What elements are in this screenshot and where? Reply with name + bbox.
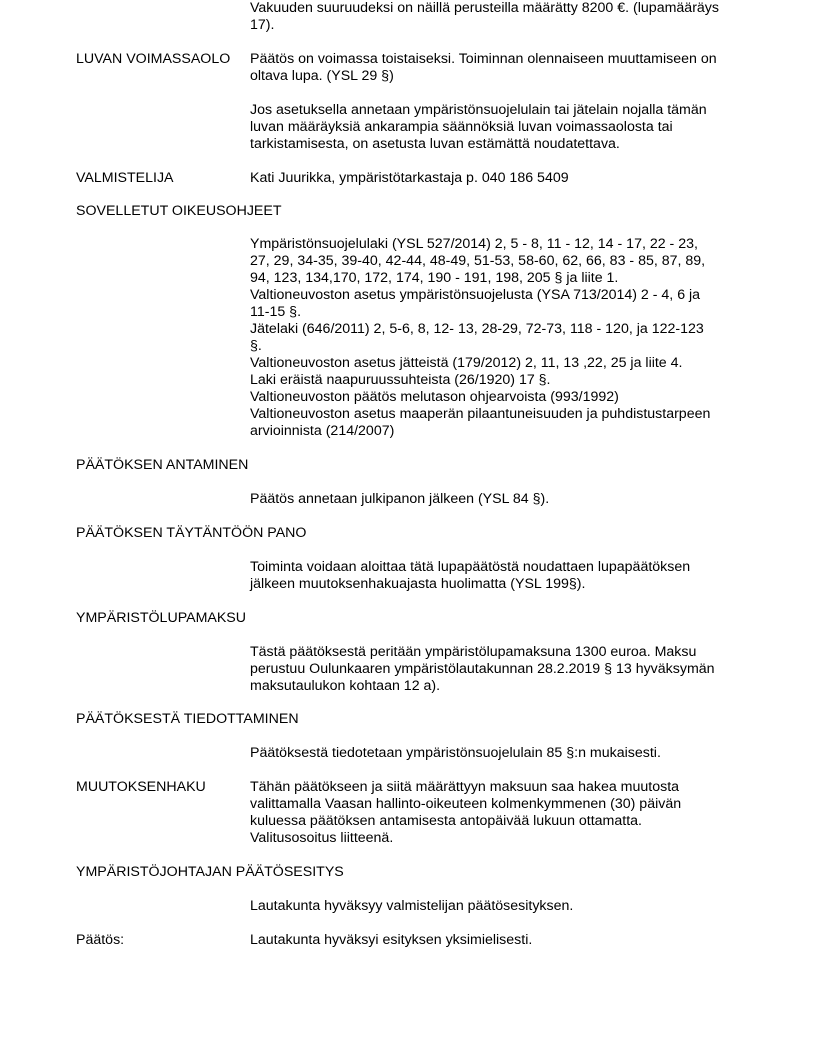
heading-muutoksenhaku: MUUTOKSENHAKU xyxy=(76,779,206,795)
text-line: valittamalla Vaasan hallinto-oikeuteen kolmenkymmenen (30) päivän xyxy=(250,796,682,812)
text-line: 11-15 §. xyxy=(250,304,302,320)
text-line: tarkistamisesta, on asetusta luvan estämättä noudatettava. xyxy=(250,136,620,152)
text-line: 17). xyxy=(250,17,275,33)
voimassaolo-paragraph-1 xyxy=(250,51,736,85)
heading-valmistelija: VALMISTELIJA xyxy=(76,170,174,186)
heading-paatos: Päätös: xyxy=(76,932,125,948)
oikeusohjeet-list xyxy=(250,236,736,440)
paatos-text: Lautakunta hyväksyi esityksen yksimielisesti. xyxy=(250,932,533,948)
text-line: Tähän päätökseen ja siitä määrättyyn maksuun saa hakea muutosta xyxy=(250,779,680,795)
lupamaksu-paragraph xyxy=(250,644,736,695)
heading-esitys: YMPÄRISTÖJOHTAJAN PÄÄTÖSESITYS xyxy=(76,864,344,880)
text-line: Tästä päätöksestä peritään ympäristölupamaksuna 1300 euroa. Maksu xyxy=(250,644,697,660)
text-line: Vakuuden suuruudeksi on näillä perusteilla määrätty 8200 €. (lupamääräys xyxy=(250,0,719,16)
text-line: oltava lupa. (YSL 29 §) xyxy=(250,68,394,84)
heading-tiedottaminen: PÄÄTÖKSESTÄ TIEDOTTAMINEN xyxy=(76,711,299,727)
text-line: Jos asetuksella annetaan ympäristönsuojelulain tai jätelain nojalla tämän xyxy=(250,102,707,118)
text-line: Laki eräistä naapuruussuhteista (26/1920) 17 §. xyxy=(250,372,551,388)
muutoksenhaku-paragraph xyxy=(250,779,736,847)
taytantoon-paragraph xyxy=(250,559,736,593)
text-line: Valtioneuvoston asetus maaperän pilaantuneisuuden ja puhdistustarpeen xyxy=(250,406,711,422)
text-line: §. xyxy=(250,338,262,354)
heading-antaminen: PÄÄTÖKSEN ANTAMINEN xyxy=(76,457,249,473)
text-line: 27, 29, 34-35, 39-40, 42-44, 48-49, 51-53, 58-60, 62, 66, 83 - 85, 87, 89, xyxy=(250,253,706,269)
text-line: maksutaulukon kohtaan 12 a). xyxy=(250,678,441,694)
text-line: arvioinnista (214/2007) xyxy=(250,423,395,439)
esitys-text: Lautakunta hyväksyy valmistelijan päätösesityksen. xyxy=(250,898,574,914)
text-line: Valtioneuvoston päätös melutason ohjearvoista (993/1992) xyxy=(250,389,619,405)
text-line: Valtioneuvoston asetus jätteistä (179/2012) 2, 11, 13 ,22, 25 ja liite 4. xyxy=(250,355,683,371)
text-line: Toiminta voidaan aloittaa tätä lupapäätöstä noudattaen lupapäätöksen xyxy=(250,559,691,575)
tiedottaminen-text: Päätöksestä tiedotetaan ympäristönsuojelulain 85 §:n mukaisesti. xyxy=(250,745,661,761)
intro-paragraph xyxy=(250,0,736,34)
voimassaolo-paragraph-2 xyxy=(250,102,736,153)
text-line: luvan määräyksiä ankarampia säännöksiä luvan voimassaolosta tai xyxy=(250,119,673,135)
text-line: Valitusosoitus liitteenä. xyxy=(250,830,394,846)
heading-taytantoon: PÄÄTÖKSEN TÄYTÄNTÖÖN PANO xyxy=(76,525,307,541)
text-line: jälkeen muutoksenhakuajasta huolimatta (YSL 199§). xyxy=(250,576,586,592)
valmistelija-text: Kati Juurikka, ympäristötarkastaja p. 040 186 5409 xyxy=(250,170,569,186)
heading-voimassaolo: LUVAN VOIMASSAOLO xyxy=(76,51,231,67)
heading-oikeusohjeet: SOVELLETUT OIKEUSOHJEET xyxy=(76,203,282,219)
text-line: perustuu Oulunkaaren ympäristölautakunnan 28.2.2019 § 13 hyväksymän xyxy=(250,661,715,677)
heading-lupamaksu: YMPÄRISTÖLUPAMAKSU xyxy=(76,610,247,626)
text-line: 94, 123, 134,170, 172, 174, 190 - 191, 198, 205 § ja liite 1. xyxy=(250,270,619,286)
text-line: Ympäristönsuojelulaki (YSL 527/2014) 2, 5 - 8, 11 - 12, 14 - 17, 22 - 23, xyxy=(250,236,698,252)
text-line: Jätelaki (646/2011) 2, 5-6, 8, 12- 13, 28-29, 72-73, 118 - 120, ja 122-123 xyxy=(250,321,704,337)
text-line: kuluessa päätöksen antamisesta antopäivää lukuun ottamatta. xyxy=(250,813,642,829)
text-line: Päätös on voimassa toistaiseksi. Toiminnan olennaiseen muuttamiseen on xyxy=(250,51,717,67)
text-line: Valtioneuvoston asetus ympäristönsuojelusta (YSA 713/2014) 2 - 4, 6 ja xyxy=(250,287,701,303)
antaminen-text: Päätös annetaan julkipanon jälkeen (YSL 84 §). xyxy=(250,491,550,507)
